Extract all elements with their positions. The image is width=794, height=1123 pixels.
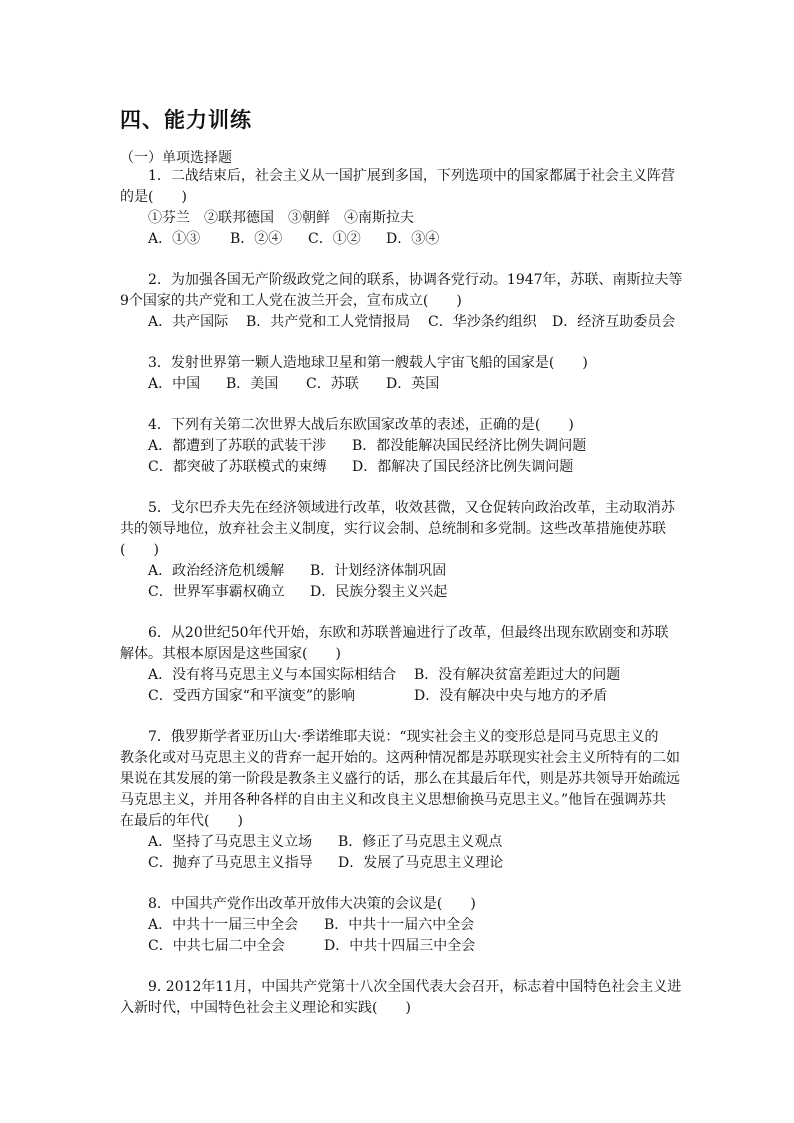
option-c: C．世界军事霸权确立 [148,584,285,600]
question-3 [120,353,680,395]
question-stem: 5．戈尔巴乔夫先在经济领域进行改革，收效甚微，又仓促转向政治改革，主动取消苏 [148,500,675,516]
option-b: B．计划经济体制巩固 [310,563,447,579]
option-c: C．都突破了苏联模式的束缚 [148,459,327,475]
options-row [120,665,680,686]
options-row [120,686,680,707]
option-c: C．中共七届二中全会 [148,938,285,954]
question-stem-cont: 的是( ) [120,189,187,205]
options-row [120,229,680,250]
option-c: C．苏联 [306,376,359,392]
option-b: B．②④ [230,231,283,247]
question-6 [120,623,680,707]
question-stem-cont: 入新时代，中国特色社会主义理论和实践( ) [120,1000,411,1016]
question-stem: 8．中国共产党作出改革开放伟大决策的会议是( ) [148,896,476,912]
question-stem: 1．二战结束后，社会主义从一国扩展到多国，下列选项中的国家都属于社会主义阵营 [148,168,675,184]
options-row [120,312,680,333]
question-stem: 3．发射世界第一颗人造地球卫星和第一艘载人宇宙飞船的国家是( ) [148,355,588,371]
question-items: ①芬兰 ②联邦德国 ③朝鲜 ④南斯拉夫 [148,210,414,226]
question-5 [120,498,680,603]
option-d: D．没有解决中央与地方的矛盾 [414,688,608,704]
question-stem-cont: 共的领导地位，放弃社会主义制度，实行议会制、总统制和多党制。这些改革措施使苏联 [120,521,666,537]
option-d: D．中共十四届三中全会 [324,938,476,954]
option-a: A．政治经济危机缓解 [148,563,285,579]
option-d: D．英国 [386,376,440,392]
option-c: C．抛弃了马克思主义指导 [148,855,313,871]
question-stem-cont: 在最后的年代( ) [120,813,243,829]
option-c: C．①② [308,231,361,247]
option-b: B．没有解决贫富差距过大的问题 [414,667,621,683]
option-b: B．中共十一届六中全会 [324,917,475,933]
options-row [120,561,680,582]
option-b: B．修正了马克思主义观点 [338,834,503,850]
option-c: C．华沙条约组织 [428,314,537,330]
option-b: B．都没能解决国民经济比例失调问题 [352,438,587,454]
option-a: A．共产国际 [148,314,229,330]
option-d: D．③④ [386,231,440,247]
option-a: A．中国 [148,376,201,392]
section-heading: （一）单项选择题 [120,150,232,166]
option-a: A．①③ [148,231,201,247]
options-row [120,582,680,603]
options-row [120,832,680,853]
question-4 [120,415,680,478]
options-row [120,457,680,478]
question-2 [120,270,683,333]
options-row [120,853,680,874]
question-stem: 9. 2012年11月，中国共产党第十八次全国代表大会召开，标志着中国特色社会主义进 [148,979,682,995]
option-a: A．中共十一届三中全会 [148,917,299,933]
question-8 [120,894,680,957]
question-stem-cont: 马克思主义，并用各种各样的自由主义和改良主义思想偷换马克思主义。”他旨在强调苏共 [120,792,667,808]
options-row [120,374,680,395]
option-d: D．都解决了国民经济比例失调问题 [352,459,574,475]
option-c: C．受西方国家“和平演变”的影响 [148,688,356,704]
question-stem-cont: 解体。其根本原因是这些国家( ) [120,646,341,662]
options-row [120,936,680,957]
page-title: 四、能力训练 [120,108,252,132]
question-stem: 7．俄罗斯学者亚历山大·季诺维耶夫说：“现实社会主义的变形总是同马克思主义的 [148,729,659,745]
option-a: A．坚持了马克思主义立场 [148,834,313,850]
question-stem-cont: 教条化或对马克思主义的背弃一起开始的。这两种情况都是苏联现实社会主义所特有的二如 [120,750,680,766]
question-stem: 6．从20世纪50年代开始，东欧和苏联普遍进行了改革，但最终出现东欧剧变和苏联 [148,625,669,641]
options-row [120,915,680,936]
question-9 [120,977,680,1019]
option-a: A．没有将马克思主义与本国实际相结合 [148,667,397,683]
option-b: B．共产党和工人党情报局 [246,314,411,330]
option-d: D．经济互助委员会 [552,314,676,330]
option-d: D．发展了马克思主义理论 [338,855,504,871]
option-b: B．美国 [226,376,279,392]
question-stem-cont: 果说在其发展的第一阶段是教条主义盛行的话，那么在其最后年代，则是苏共领导开始疏远 [120,771,680,787]
question-stem: 4．下列有关第二次世界大战后东欧国家改革的表述，正确的是( ) [148,417,574,433]
question-7 [120,727,680,874]
question-stem: 2．为加强各国无产阶级政党之间的联系，协调各党行动。1947年，苏联、南斯拉夫等 [148,272,683,288]
question-stem-cont: ( ) [120,542,159,558]
option-a: A．都遭到了苏联的武装干涉 [148,438,327,454]
option-d: D．民族分裂主义兴起 [310,584,448,600]
options-row [120,436,680,457]
question-1 [120,166,680,250]
question-stem-cont: 9个国家的共产党和工人党在波兰开会，宣布成立( ) [120,293,462,309]
